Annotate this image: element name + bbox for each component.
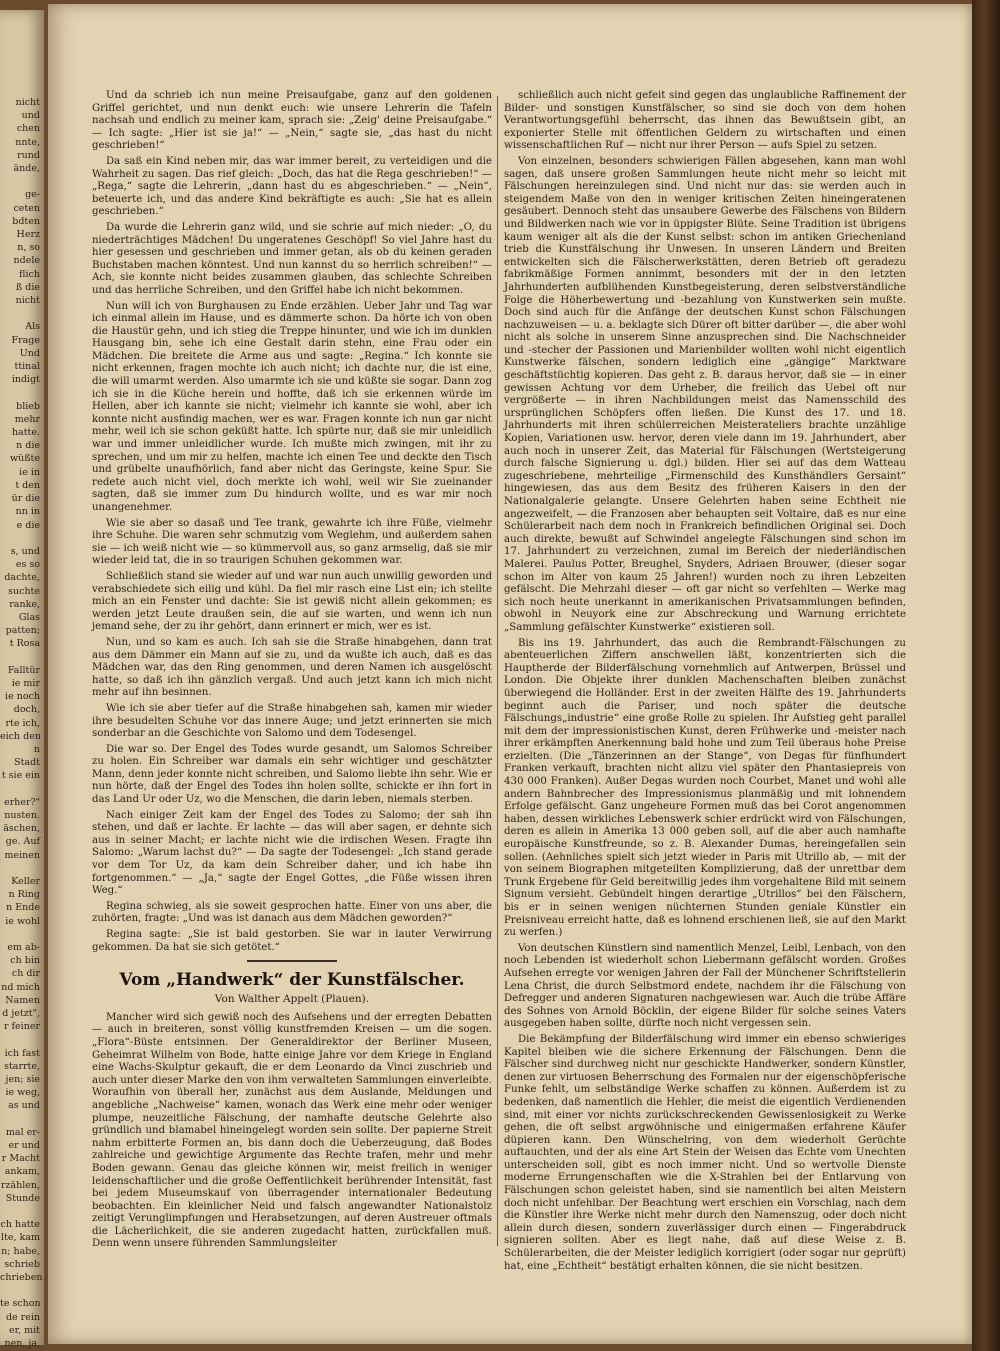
left-page-fragment	[0, 651, 44, 664]
left-page-fragment: mal er-	[5, 1126, 40, 1138]
left-page-fragment: n, so	[17, 242, 40, 254]
left-page-fragment: rzählen,	[0, 1179, 40, 1191]
left-page-fragment: meinen	[4, 849, 40, 861]
left-page-fragment: chrieben	[0, 1272, 43, 1284]
paragraph: Und da schrieb ich nun meine Preisaufgabe, ganz auf den goldenen Griffel gerichtet, und nun denkt euch: wie unsere Lehrerin die Tafeln nachsah und endlich zu meiner kam, sprach sie: „Zeig' deine Preisaufgabe.“ — Ich sagte: „Hier ist sie ja!“ — „Nein,“ sagte sie, „das hast du nicht geschrieben!“	[92, 90, 492, 152]
left-page-fragment: Stadt	[14, 757, 40, 769]
left-page-fragment: d jetzt",	[2, 1008, 40, 1020]
left-page-fragment: ranke,	[9, 598, 40, 610]
left-page-fragment: rund	[17, 149, 40, 161]
left-page-fragment: er und	[8, 1140, 40, 1152]
paragraph: Bis ins 19. Jahrhundert, das auch die Rembrandt-Fälschungen zu abenteuerlichen Ziffern anschwellen läßt, konzentrierten sich die Hauptherde der Bilderfälschung vornehmlich auf Antwerpen, Brüssel und London. Die Objekte ihrer dunklen Machenschaften bleiben zunächst überwiegend die Holländer. Erst in der zweiten Hälfte des 19. Jahrhunderts beginnt auch die Pariser, und noch später die deutsche Fälschungs„industrie“ eine große Rolle zu spielen. Ihr Aufstieg geht parallel mit dem der impressionistischen Kunst, deren Frühwerke und -meister nach ihrer erkämpften Anerkennung bald hohe und zum Teil überaus hohe Preise erzielten. (Die „Tänzerinnen an der Stange“, von Degas für fünfhundert Franken verkauft, brachten nicht allzu viel später den Phantasiepreis von 430 000 Franken). Außer Degas wurden noch Courbet, Manet und wohl alle andern Bahnbrecher des Impressionismus planmäßig und mit lohnendem Erfolge gefälscht. Ganz ungeheure Formen muß das bei Corot angenommen haben, dessen wirkliches Lebenswerk schier erdrückt wird von Fälschungen, deren es allein in Amerika 13 000 geben soll, auf die aber auch namhafte europäische Kunstfreunde, so z. B. Alexander Dumas, hereingefallen sein sollen. (Aehnliches spielt sich jetzt wieder in Paris mit Utrillo ab, — mit der von seinem Biographen mitgeteilten Komplizierung, daß der unrettbar dem Trunk Ergebene für Geld bereitwillig jedes ihm vorgehaltene Bild mit seinem Signum versieht. Gebündelt hingen derartige „Utrillos“ bei den Fälschern, bis er in seinen wenigen nüchternen Stunden geniale Künstler ein Preisniveau erreicht hatte, daß es lohnend erschienen ließ, sie auf den Markt zu werfen.)	[504, 637, 906, 939]
left-page-fragment: mehr	[14, 413, 40, 425]
left-page-fragment	[0, 1033, 44, 1046]
left-page-fragment: ie noch	[5, 691, 40, 703]
left-page-fragment: ie weg,	[5, 1087, 40, 1099]
left-page-fragment: n Ring	[8, 889, 40, 901]
paragraph: Schließlich stand sie wieder auf und war nun auch unwillig geworden und verabschiedete sich eilig und kühl. Da fiel mir rasch eine List ein; ich stellte mich an ein Fenster und dachte: Sie ist gewiß nicht allein gekommen; es werden jetzt Leute draußen sein, die auf sie warten, und wenn ich nun jemand sehe, der zu ihr gehört, dann erinnert er mich, wer es ist.	[92, 570, 492, 633]
article-byline: Von Walther Appelt (Plauen).	[214, 993, 370, 1006]
left-page-fragment: es so	[15, 559, 40, 571]
left-page-fragment: t Rosa	[9, 638, 40, 650]
left-page-fragment: ch hatte	[0, 1219, 40, 1231]
left-page-fragment	[0, 1284, 44, 1297]
left-page-fragment: Glas	[18, 611, 40, 623]
left-page-fragment: ich fast	[4, 1047, 40, 1059]
left-page-fragment: t sie ein	[1, 770, 40, 782]
left-page-fragment: nicht	[15, 97, 40, 108]
left-page-fragment: indigt	[11, 374, 40, 386]
left-page-fragment: flich	[19, 268, 40, 280]
left-page-fragment: und	[21, 110, 40, 122]
left-page-fragment: schrieb	[4, 1258, 40, 1270]
left-page-fragment: s, und	[10, 545, 40, 557]
paragraph: Regina schwieg, als sie soweit gesprochen hatte. Einer von uns aber, die zuhörten, fragte: „Und was ist danach aus dem Mädchen geworden?“	[92, 900, 492, 925]
left-page-fragment: e die	[16, 519, 40, 531]
left-page-fragment: dachte,	[4, 572, 40, 584]
left-page-fragment: ankam,	[4, 1166, 40, 1178]
story-section	[92, 90, 492, 954]
left-page-fragment	[0, 783, 44, 796]
left-page-fragment: ß die	[15, 281, 40, 293]
paragraph: Da saß ein Kind neben mir, das war immer bereit, zu verteidigen und die Wahrheit zu sagen. Das rief gleich: „Doch, das hat die Rega geschrieben!“ — „Rega,“ sagte die Lehrerin, „dann hast du es abgeschrieben.“ — „Nein“, beteuerte ich, und das andere Kind bekräftigte es auch: „Sie hat es allein geschrieben.“	[92, 155, 492, 218]
left-page-fragment: blieb	[16, 400, 40, 412]
left-page-fragment: ndele	[13, 255, 40, 267]
left-page-fragment: as und	[8, 1100, 40, 1112]
left-page-fragment	[0, 862, 44, 875]
left-page-fragment	[0, 1113, 44, 1126]
left-page-fragment: n die	[16, 440, 40, 452]
left-page-fragment: rte ich,	[5, 717, 40, 729]
left-page-fragment: te schon	[0, 1298, 41, 1310]
left-page-fragment: ceten	[13, 202, 40, 214]
article-title: Vom „Handwerk“ der Kunstfälscher.	[119, 970, 465, 991]
left-page-fragment: ge. Auf	[5, 836, 40, 848]
left-page-fragment: ch bin	[10, 955, 40, 967]
left-page-fragment: nd mich	[1, 981, 40, 993]
left-page-fragment	[0, 532, 44, 545]
paragraph: Von einzelnen, besonders schwierigen Fällen abgesehen, kann man wohl sagen, daß unsere großen Sammlungen heute nicht mehr so leicht mit Fälschungen hereinzulegen sind. Und nicht nur das: sie werden auch in steigendem Maße von den in weniger kritischen Zeiten hineingeratenen gesäubert. Dennoch steht das unsaubere Gewerbe des Fälschens von Bildern und Bildwerken nach wie vor in üppigster Blüte. Seine Tradition ist übrigens kaum weniger alt als die der Kunst selbst: schon im antiken Griechenland trieb die Kunstfälschung ihr Unwesen. In unseren Ländern und Breiten entwickelten sich die Fälscherwerkstätten, deren Betrieb oft geradezu fabrikmäßige Formen annimmt, besonders mit der in den letzten Jahrhunderten aufblühenden Kunstbegeisterung, deren selbstverständliche Folge die Höherbewertung und -bezahlung von Kunstwerken sein mußte. Doch sind auch für die Anfänge der deutschen Kunst schon Fälschungen nachzuweisen — u. a. beklagte sich Dürer oft bitter darüber —, die aber wohl nicht als solche in unserem Sinne anzusprechen sind. Die Nachschneider und -stecher der Passionen und Marienbilder wollten wohl nicht eigentlich Kunstwerke fälschen, sondern lediglich eine „gängige“ Marktware geschäftstüchtig kopieren. Das geht z. B. daraus hervor, daß sie — in einer gewissen Achtung vor dem Urheber, die freilich das Uebel oft nur vergrößerte — in ihren Nachbildungen meist das Namensschild des ursprünglichen Schöpfers offen ließen. Die Kunst des 17. und 18. Jahrhunderts mit ihren schülerreichen Meisterateliers brachte unzählige Kopien, Variationen usw. hervor, deren viele dann im 19. Jahrhundert, aber auch noch in unserer Zeit, das Material für Fälschungen (Wertsteigerung durch falsche Signierung u. dgl.) bilden. Hier sei auf das dem Watteau zugeschriebene, mehrteilige „Firmenschild des Kunsthändlers Gersaint“ hingewiesen, das aus dem Besitz des früheren Kaisers in den der Nationalgalerie gelangte. Unsere Gelehrten haben seine Echtheit nie angezweifelt, — die Franzosen aber behaupten seit Voltaire, daß es nur eine Schülerarbeit nach dem noch in Frankreich befindlichen Original sei. Doch auch direkte, bewußt auf Schwindel angelegte Fälschungen sind schon im 17. Jahrhundert zu verzeichnen, zumal im Bereich der niederländischen Malerei. Paulus Potter, Breughel, Snyders, Adriaen Brouwer, (dieser sogar schon im Alter von kaum 25 Jahren!) wurden noch zu ihren Lebzeiten gefälscht. Die Mehrzahl dieser — oft gar nicht so verfehlten — Werke mag sich noch heute unerkannt in amerikanischen Privatsammlungen befinden, obwohl in Neuyork eine zur Abschreckung und Warnung errichtete „Sammlung gefälschter Kunstwerke“ existieren soll.	[504, 155, 906, 633]
left-page-fragment	[0, 928, 44, 941]
left-page-fragment: Herz	[16, 229, 40, 241]
left-page-fragment: ie in	[19, 466, 40, 478]
paragraph: Regina sagte: „Sie ist bald gestorben. Sie war in lauter Verwirrung gekommen. Da hat sie sich getötet.“	[92, 929, 492, 953]
paragraph: schließlich auch nicht gefeit sind gegen das unglaubliche Raffinement der Bilder- und sonstigen Kunstfälscher, so sind sie doch von dem hohen Verantwortungsgefühl beherrscht, das ihnen das Bewußtsein gibt, an exponierter Stelle mit öffentlichen Geldern zu wirtschaften und einen wissenschaftlichen Ruf — nicht nur ihrer Person — aufs Spiel zu setzen.	[504, 90, 906, 152]
left-page-fragment: Keller	[11, 875, 40, 887]
article-section-start	[92, 1012, 492, 1251]
paragraph: Da wurde die Lehrerin ganz wild, und sie schrie auf mich nieder: „O, du niederträchtiges Mädchen! Du ungeratenes Geschöpf! So viel Jahre hast du hier gesessen und geschrieben und immer getan, als ob du keinen geraden Buchstaben machen könntest. Und nun kannst du so herrlich schreiben!“ — Ach, sie konnte nicht beides zusammen glauben, das schlechte Schreiben und das herrliche Schreiben, und den Griffel habe ich nicht bekommen.	[92, 221, 492, 296]
newspaper-page	[48, 4, 972, 1344]
left-page-fragment: nn in	[15, 506, 40, 518]
left-page-fragment: Frage	[11, 334, 40, 346]
left-page-fragment: Und	[19, 347, 40, 359]
left-page-fragment: t den	[15, 479, 40, 491]
paragraph: Nun will ich von Burghausen zu Ende erzählen. Ueber Jahr und Tag war ich einmal allein im Hause, und es dämmerte schon. Da hörte ich von oben die Haustür gehn, und ich stieg die Treppe hinunter, und wie ich im dunklen Hausgang bin, sehe ich eine Gestalt darin stehn, eine Frau oder ein Mädchen. Die breitete die Arme aus und sagte: „Regina.“ Ich konnte sie nicht erkennen, fragen mochte ich auch nicht; ich dachte nur, die ist eine, die will umarmt werden. Also umarmte ich sie und küßte sie sogar. Dann zog ich sie in die Küche herein und hoffte, daß ich sie erkennen würde im Hellen, aber ich kannte sie nicht; vielmehr ich kannte sie wohl, aber ich konnte nicht ausfindig machen, wer es war. Fragen konnte ich nun gar nicht mehr, weil ich sie schon geküßt hatte. Ich spürte nur, daß sie mir unleidlich war und immer unleidlicher wurde. Ich mußte mich zwingen, mit ihr zu sprechen, und um mir zu helfen, machte ich einen Tee und deckte den Tisch und grübelte unaufhörlich, fand aber nicht das Geringste, keine Spur. Sie redete auch nicht viel, doch merkte ich wohl, weil wir Sie zueinander sagten, daß sie immer zum Du hindurch wollte, und es war mir noch unangenehmer.	[92, 300, 492, 513]
left-page-fragment: jen; sie	[5, 1074, 40, 1086]
left-page-fragment: Falltür	[7, 664, 40, 676]
left-page-fragment: ttinal	[14, 361, 40, 373]
left-page-fragment: em ab-	[7, 942, 40, 953]
left-page-fragment: erher?"	[4, 796, 40, 808]
left-page-fragment: wüßte	[9, 453, 40, 465]
left-page-fragment: nnte,	[15, 136, 40, 148]
left-page-fragment: r Macht	[1, 1153, 40, 1165]
left-page-fragment: n	[33, 743, 40, 755]
left-page-fragment: nen, ja,	[4, 1338, 40, 1350]
left-page-fragment	[0, 1205, 44, 1218]
paragraph: Von deutschen Künstlern sind namentlich Menzel, Leibl, Lenbach, von den noch Lebenden ist wiederholt schon Liebermann gefälscht worden. Großes Aufsehen erregte vor wenigen Jahren der Fall der Münchener Schriftstellerin Lena Christ, die durch Selbstmord endete, nachdem ihr die Fälschung von Defregger und anderen Signaturen nachgewiesen war. Auch die trübe Affäre des Sohnes von Arnold Böcklin, der eigene Bilder für solche seines Vaters ausgegeben haben sollte, dürfte noch nicht vergessen sein.	[504, 942, 906, 1030]
left-page-fragment: eich den	[0, 730, 41, 742]
paragraph: Mancher wird sich gewiß noch des Aufsehens und der erregten Debatten — auch in breiteren, sonst völlig kunstfremden Kreisen — um die sogen. „Flora“-Büste entsinnen. Der Generaldirektor der Berliner Museen, Geheimrat Wilhelm von Bode, hatte einige Jahre vor dem Kriege in England eine Wachs-Skulptur gekauft, die er dem Leonardo da Vinci zuschrieb und auch unter dieser Marke den von ihm verwalteten Sammlungen einverleibte. Woraufhin von überall her, zunächst aus dem Auslande, Meldungen und angebliche „Nachweise“ kamen, wonach das Werk eine mehr oder weniger plumpe, neuzeitliche Fälschung, der namhafte deutsche Gelehrte also gründlich und blamabel hineingelegt worden sein sollte. Der papierne Streit nahm erbitterte Formen an, bis dann doch die Ueberzeugung, daß Bodes zahlreiche und gewichtige Argumente das Rechte trafen, mehr und mehr Boden gewann. Genau das gleiche können wir, meist freilich in weniger leidenschaftlicher und die große Oeffentlichkeit berührender Intensität, fast bei jedem Museumskauf von überragender internationaler Bedeutung beobachten. Ein kleinlicher Neid und falsch angewandter Nationalstolz zeitigt Verunglimpfungen und Herabsetzungen, auf deren Austreuer oftmals die Lächerlichkeit, die sie anderen zugedacht hatten, zurückfallen muß. Denn wenn unsere führenden Sammlungsleiter	[92, 1011, 492, 1250]
left-page-fragment: r feiner	[3, 1021, 40, 1033]
left-page-fragment: chen	[16, 123, 40, 135]
left-page-fragment: n Ende	[6, 902, 40, 914]
paragraph: Die Bekämpfung der Bilderfälschung wird immer ein ebenso schwieriges Kapitel bleiben wie die sichere Erkennung der Fälschungen. Denn die Fälscher sind durchweg nicht nur geschickte Handwerker, sondern Künstler, denen zur virtuosen Beherrschung des Formalen nur der eigenschöpferische Funke fehlt, um selbständige Werke schaffen zu können. Außerdem ist zu bedenken, daß namentlich die Hehler, die meist die eigentlich Verdienenden sind, mit einer vor nichts zurückschreckenden Gewissenlosigkeit zu Werke gehen, die oft selbst argwöhnische und einigermaßen erfahrene Käufer düpieren kann. Den Wünschelring, von dem wiederholt Gerüchte auftauchten, und der als eine Art Stein der Weisen das Echte vom Unechten unterscheiden soll, gibt es noch immer nicht. Und so wertvolle Dienste moderne Errungenschaften wie die X-Strahlen bei der Entlarvung von Fälschungen schon geleistet haben, sind sie namentlich bei alten Meistern doch nicht unfehlbar. Der Beachtung wert erschien ein Vorschlag, nach dem die Künstler ihre Werke nicht mehr durch den Namenszug, oder doch nicht allein durch diesen, sondern zuverlässiger durch einen — Fingerabdruck signieren sollten. Aber es liegt nahe, daß auf diese Weise z. B. Schülerarbeiten, die der Meister lediglich korrigiert (oder sogar nur geprüft) hat, eine „Echtheit“ bestätigt erhalten können, die sie nicht besitzen.	[504, 1033, 906, 1272]
left-page-fragment	[0, 175, 44, 188]
left-page-fragment: er, mit	[8, 1324, 40, 1336]
left-page-fragment: n; habe,	[1, 1245, 40, 1257]
paragraph: Nach einiger Zeit kam der Engel des Todes zu Salomo; der sah ihn stehen, und daß er lachte. Er lachte — das will aber sagen, er dehnte sich aus in seiner Macht; er lachte nicht wie die irdischen Wesen. Fragte ihn Salomo: „Warum lachst du?“ — Da sagte der Todesengel: „Ich stand gerade vor dem Tor Uz, da kam dein Schreiber daher, und ich habe ihn fortgenommen.“ — „Ja,“ sagte der Engel Gottes, „die Füße wissen ihren Weg.“	[92, 809, 492, 897]
left-page-fragment: äschen,	[3, 823, 40, 835]
left-page-fragment: nicht	[15, 295, 40, 307]
left-page-fragment	[0, 307, 44, 320]
paragraph: Nun, und so kam es auch. Ich sah sie die Straße hinabgehen, dann trat aus dem Dämmer ein Mann auf sie zu, und da wußte ich auch, daß es das Mädchen war, das den Ring genommen, und deren Namen ich ausgelöscht hatte, so daß ich ihn gänzlich vergaß. Und auch jetzt kann ich mich nicht mehr auf ihn besinnen.	[92, 636, 492, 699]
article-separator-rule	[247, 960, 337, 962]
right-column	[504, 90, 906, 1272]
left-page-fragment: ie wohl	[5, 915, 40, 927]
left-page-sliver	[0, 10, 44, 1350]
left-page-fragment: patten;	[5, 625, 40, 637]
book-binding-edge	[972, 0, 1000, 1351]
left-page-fragment: Als	[25, 321, 40, 333]
paragraph: Wie ich sie aber tiefer auf die Straße hinabgehen sah, kamen mir wieder ihre besudelten Schuhe vor das innere Auge; und jetzt erinnerten sie mich sonderbar an die Geschichte von Salomo und dem Todesengel.	[92, 702, 492, 740]
left-page-fragment: doch,	[13, 704, 40, 716]
left-page-fragment	[0, 386, 44, 399]
left-page-fragment: bdten	[12, 215, 40, 227]
left-page-fragment: ch dir	[11, 968, 40, 980]
left-page-fragment: ge-	[25, 189, 40, 201]
paragraph: Wie sie aber so dasaß und Tee trank, gewahrte ich ihre Füße, vielmehr ihre Schuhe. Die waren sehr schmutzig vom Weglehm, und außerdem sahen sie — ich weiß nicht wie — so kümmervoll aus, so ganz armselig, daß sie mir wieder leid tat, die in so traurigen Schuhen gekommen war.	[92, 517, 492, 567]
left-page-fragment: Stunde	[5, 1192, 40, 1204]
left-page-fragment: starrte,	[4, 1060, 40, 1072]
left-page-fragment: ie mir	[11, 677, 40, 689]
left-column	[92, 90, 492, 1250]
left-page-fragment: hatte.	[11, 427, 40, 439]
left-page-fragment: nusten.	[4, 809, 40, 821]
left-page-fragment: Namen	[5, 994, 40, 1006]
paragraph: Die war so. Der Engel des Todes wurde gesandt, um Salomos Schreiber zu holen. Ein Schreiber war damals ein sehr wichtiger und geschätzter Mann, denn jeder konnte nicht schreiben, und Salomo liebte ihn sehr. Wie er nun hörte, daß der Engel des Todes ihn holen sollte, schickte er ihn fort in das Land Ur oder Uz, wo die Menschen, die darin leben, niemals sterben.	[92, 743, 492, 806]
left-page-fragment: de rein	[5, 1311, 40, 1323]
column-divider	[497, 96, 498, 1246]
left-page-fragment: ür die	[11, 493, 40, 505]
left-page-fragment: suchte	[8, 585, 40, 597]
left-page-fragment: lte, kam	[1, 1232, 40, 1244]
left-page-fragment: ände,	[13, 163, 40, 175]
